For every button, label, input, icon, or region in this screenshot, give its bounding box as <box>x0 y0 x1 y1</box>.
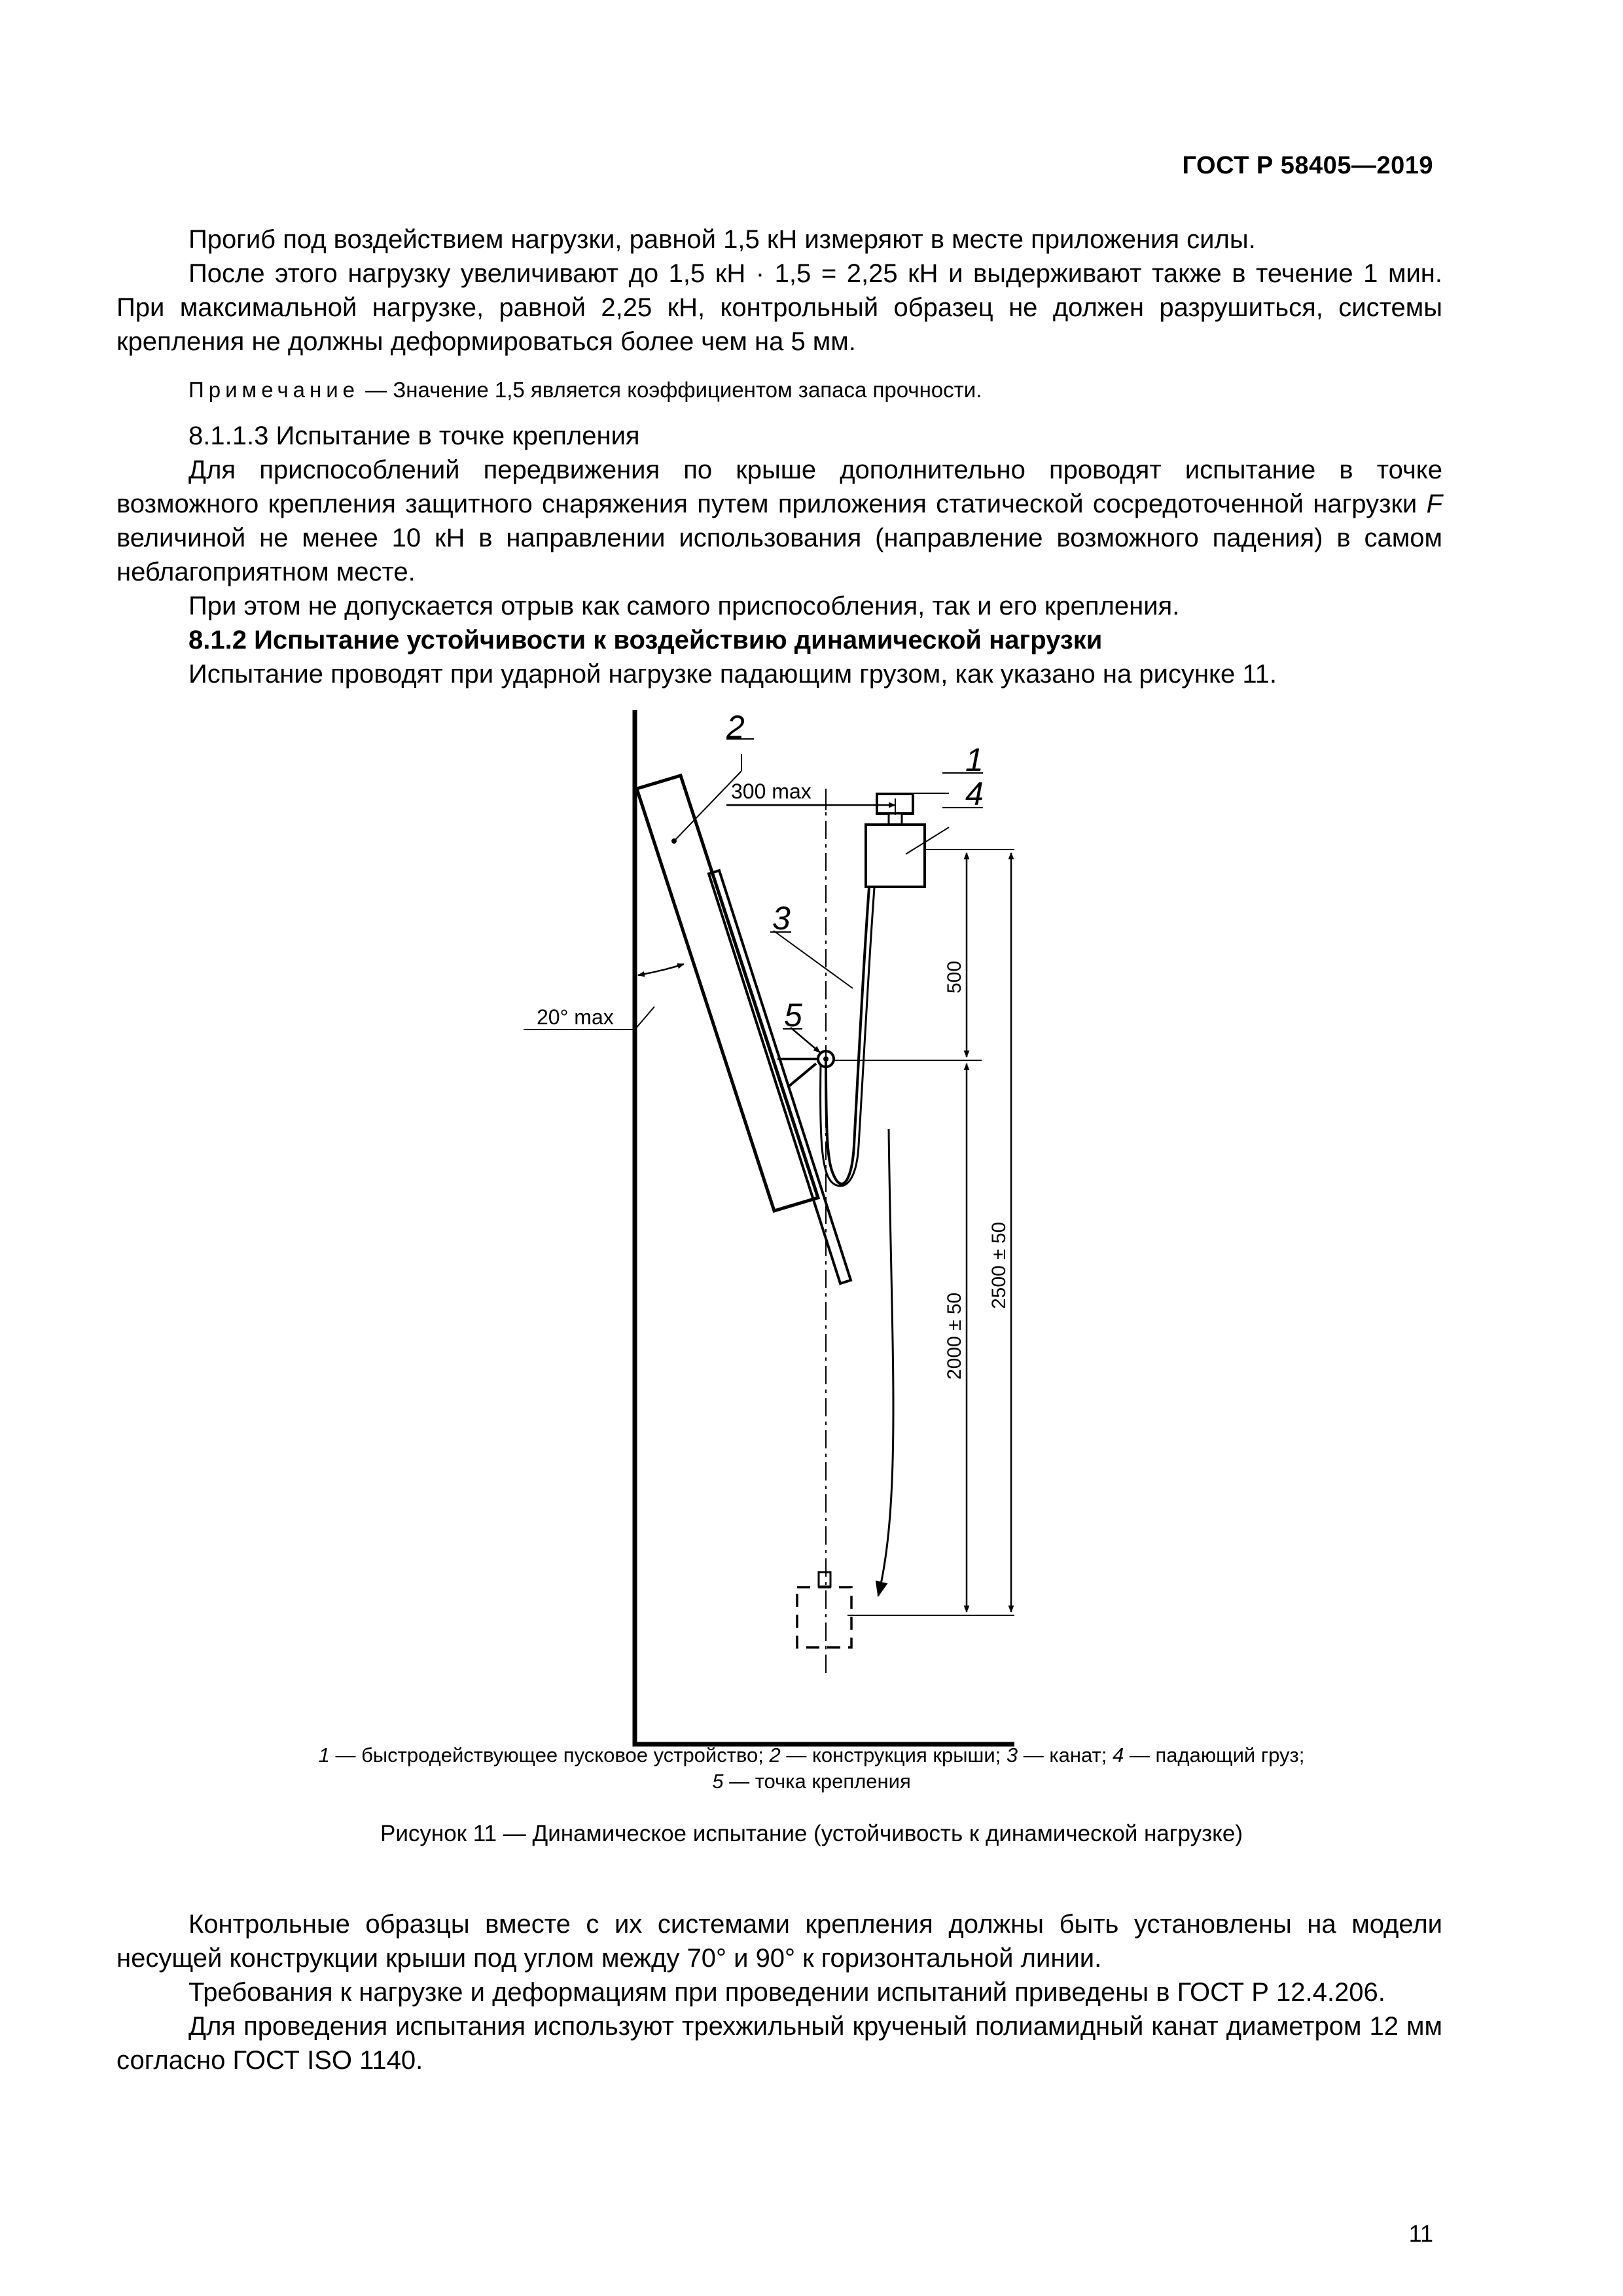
attachment-text-b: величиной не менее 10 кН в направлении использования (направление возможного падения) в самом неблагоприятном месте. <box>116 524 1442 586</box>
page-number: 11 <box>1408 2220 1433 2247</box>
legend-item-4: 4 — падающий груз; <box>1112 1744 1305 1767</box>
figure-legend <box>196 1742 1427 1795</box>
roof-construction <box>637 776 818 1211</box>
paragraph-mounting: Контрольные образцы вместе с их системами крепления должны быть установлены на модели несущей конструкции крыши под углом между 70° и 90° к горизонтальной линии. <box>116 1910 1442 1973</box>
paragraph-requirements: Требования к нагрузке и деформациям при проведении испытаний приведены в ГОСТ Р 12.4.206. <box>188 1978 1385 2007</box>
dim-300-label: 300 max <box>731 780 812 803</box>
legend-item-2: 2 — конструкция крыши; <box>769 1744 1007 1767</box>
legend-item-5: 5 — точка крепления <box>712 1770 911 1793</box>
figure-11-drawing <box>0 694 1623 1767</box>
legend-item-1: 1 — быстродействующее пусковое устройство; <box>318 1744 770 1767</box>
legend-item-3: 3 — канат; <box>1006 1744 1113 1767</box>
attachment-text-a: Для приспособлений передвижения по крыше дополнительно проводят испытание в точке возможного крепления защитного снаряжения путем приложения статической сосредоточенной нагрузки <box>116 456 1442 518</box>
falling-path-arrow <box>878 1129 893 1596</box>
body-text-top <box>116 223 1442 691</box>
paragraph-load-increase: После этого нагрузку увеличивают до 1,5 кН · 1,5 = 2,25 кН и выдерживают также в течение 1 мин. При максимальной нагрузке, равной 2,25 кН, контрольный образец не должен разрушиться, системы крепления не должны деформироваться более чем на 5 мм. <box>116 259 1442 356</box>
weight-after-drop <box>797 1587 851 1647</box>
paragraph-rope: Для проведения испытания используют трехжильный крученый полиамидный канат диаметром 12 мм согласно ГОСТ ISO 1140. <box>116 2012 1442 2075</box>
section-8-1-2-heading: 8.1.2 Испытание устойчивости к воздействию динамической нагрузки <box>188 626 1103 655</box>
callout-5: 5 <box>784 997 802 1033</box>
callout-3: 3 <box>772 900 791 937</box>
note-text: — Значение 1,5 является коэффициентом запаса прочности. <box>359 378 982 402</box>
dim-20-angle-label: 20° max <box>537 1005 614 1029</box>
angle-20-arc <box>638 964 684 975</box>
note <box>116 376 1442 404</box>
callout-2: 2 <box>726 709 745 745</box>
paragraph-no-detachment: При этом не допускается отрыв как самого приспособления, так и его крепления. <box>188 592 1180 620</box>
body-text-bottom <box>116 1907 1442 2077</box>
document-header-id: ГОСТ Р 58405—2019 <box>1182 152 1433 179</box>
figure-caption: Рисунок 11 — Динамическое испытание (устойчивость к динамической нагрузке) <box>380 1821 1243 1846</box>
paragraph-deflection: Прогиб под воздействием нагрузки, равной 1,5 кН измеряют в месте приложения силы. <box>188 225 1256 254</box>
paragraph-attachment-test <box>116 453 1442 589</box>
callout-4: 4 <box>965 776 984 812</box>
falling-weight <box>866 825 925 887</box>
figure-11 <box>0 694 1623 1767</box>
callout-1: 1 <box>965 742 984 778</box>
paragraph-impact-test: Испытание проводят при ударной нагрузке падающим грузом, как указано на рисунке 11. <box>188 660 1277 689</box>
dim-2000-label: 2000 ± 50 <box>944 1292 965 1380</box>
force-variable: F <box>1426 490 1442 518</box>
note-label: Примечание <box>188 378 360 402</box>
dim-2500-label: 2500 ± 50 <box>988 1221 1010 1309</box>
dim-500-label: 500 <box>944 960 965 994</box>
test-rig-frame <box>635 710 1014 1744</box>
section-8-1-1-3-heading: 8.1.1.3 Испытание в точке крепления <box>188 422 640 450</box>
